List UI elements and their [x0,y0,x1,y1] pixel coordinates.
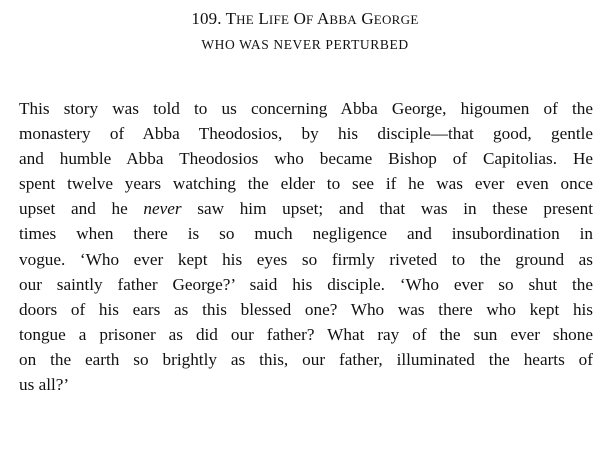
text-line [19,196,593,221]
body-paragraph [19,96,593,397]
title-word-life: LIFE [258,9,290,28]
title-word-george: GEORGE [361,9,419,28]
chapter-subtitle: WHO WAS NEVER PERTURBED [201,37,409,52]
text-line: and humble Abba Theodosios who became Bishop of Capitolias. He [19,149,593,169]
emphasized-word: never [143,199,182,219]
title-word-the: THE [225,9,255,28]
chapter-number: 109. [191,9,222,28]
text-line: on the earth so brightly as this, our father, illuminated the hearts of [19,349,593,369]
text-segment: saw him upset; and that was in these present [181,199,593,219]
text-line: vogue. ‘Who ever kept his eyes so firmly riveted to the ground as [19,249,593,269]
text-line: tongue a prisoner as did our father? What ray of the sun ever shone [19,324,593,344]
title-word-abba: ABBA [316,9,357,28]
text-line: This story was told to us concerning Abba George, higoumen of the [19,99,593,118]
text-segment: upset and he [19,199,144,219]
text-line: our saintly father George?’ said his disciple. ‘Who ever so shut the [19,274,593,294]
text-line: spent twelve years watching the elder to see if he was ever even once [19,174,593,194]
title-word-of: OF [293,9,314,28]
text-line: us all?’ [19,375,70,395]
text-line: times when there is so much negligence and insubordination in [19,224,593,244]
chapter-title [0,7,610,32]
text-line: doors of his ears as this blessed one? Who was there who kept his [19,299,593,319]
text-line: monastery of Abba Theodosios, by his disciple—that good, gentle [19,124,593,144]
